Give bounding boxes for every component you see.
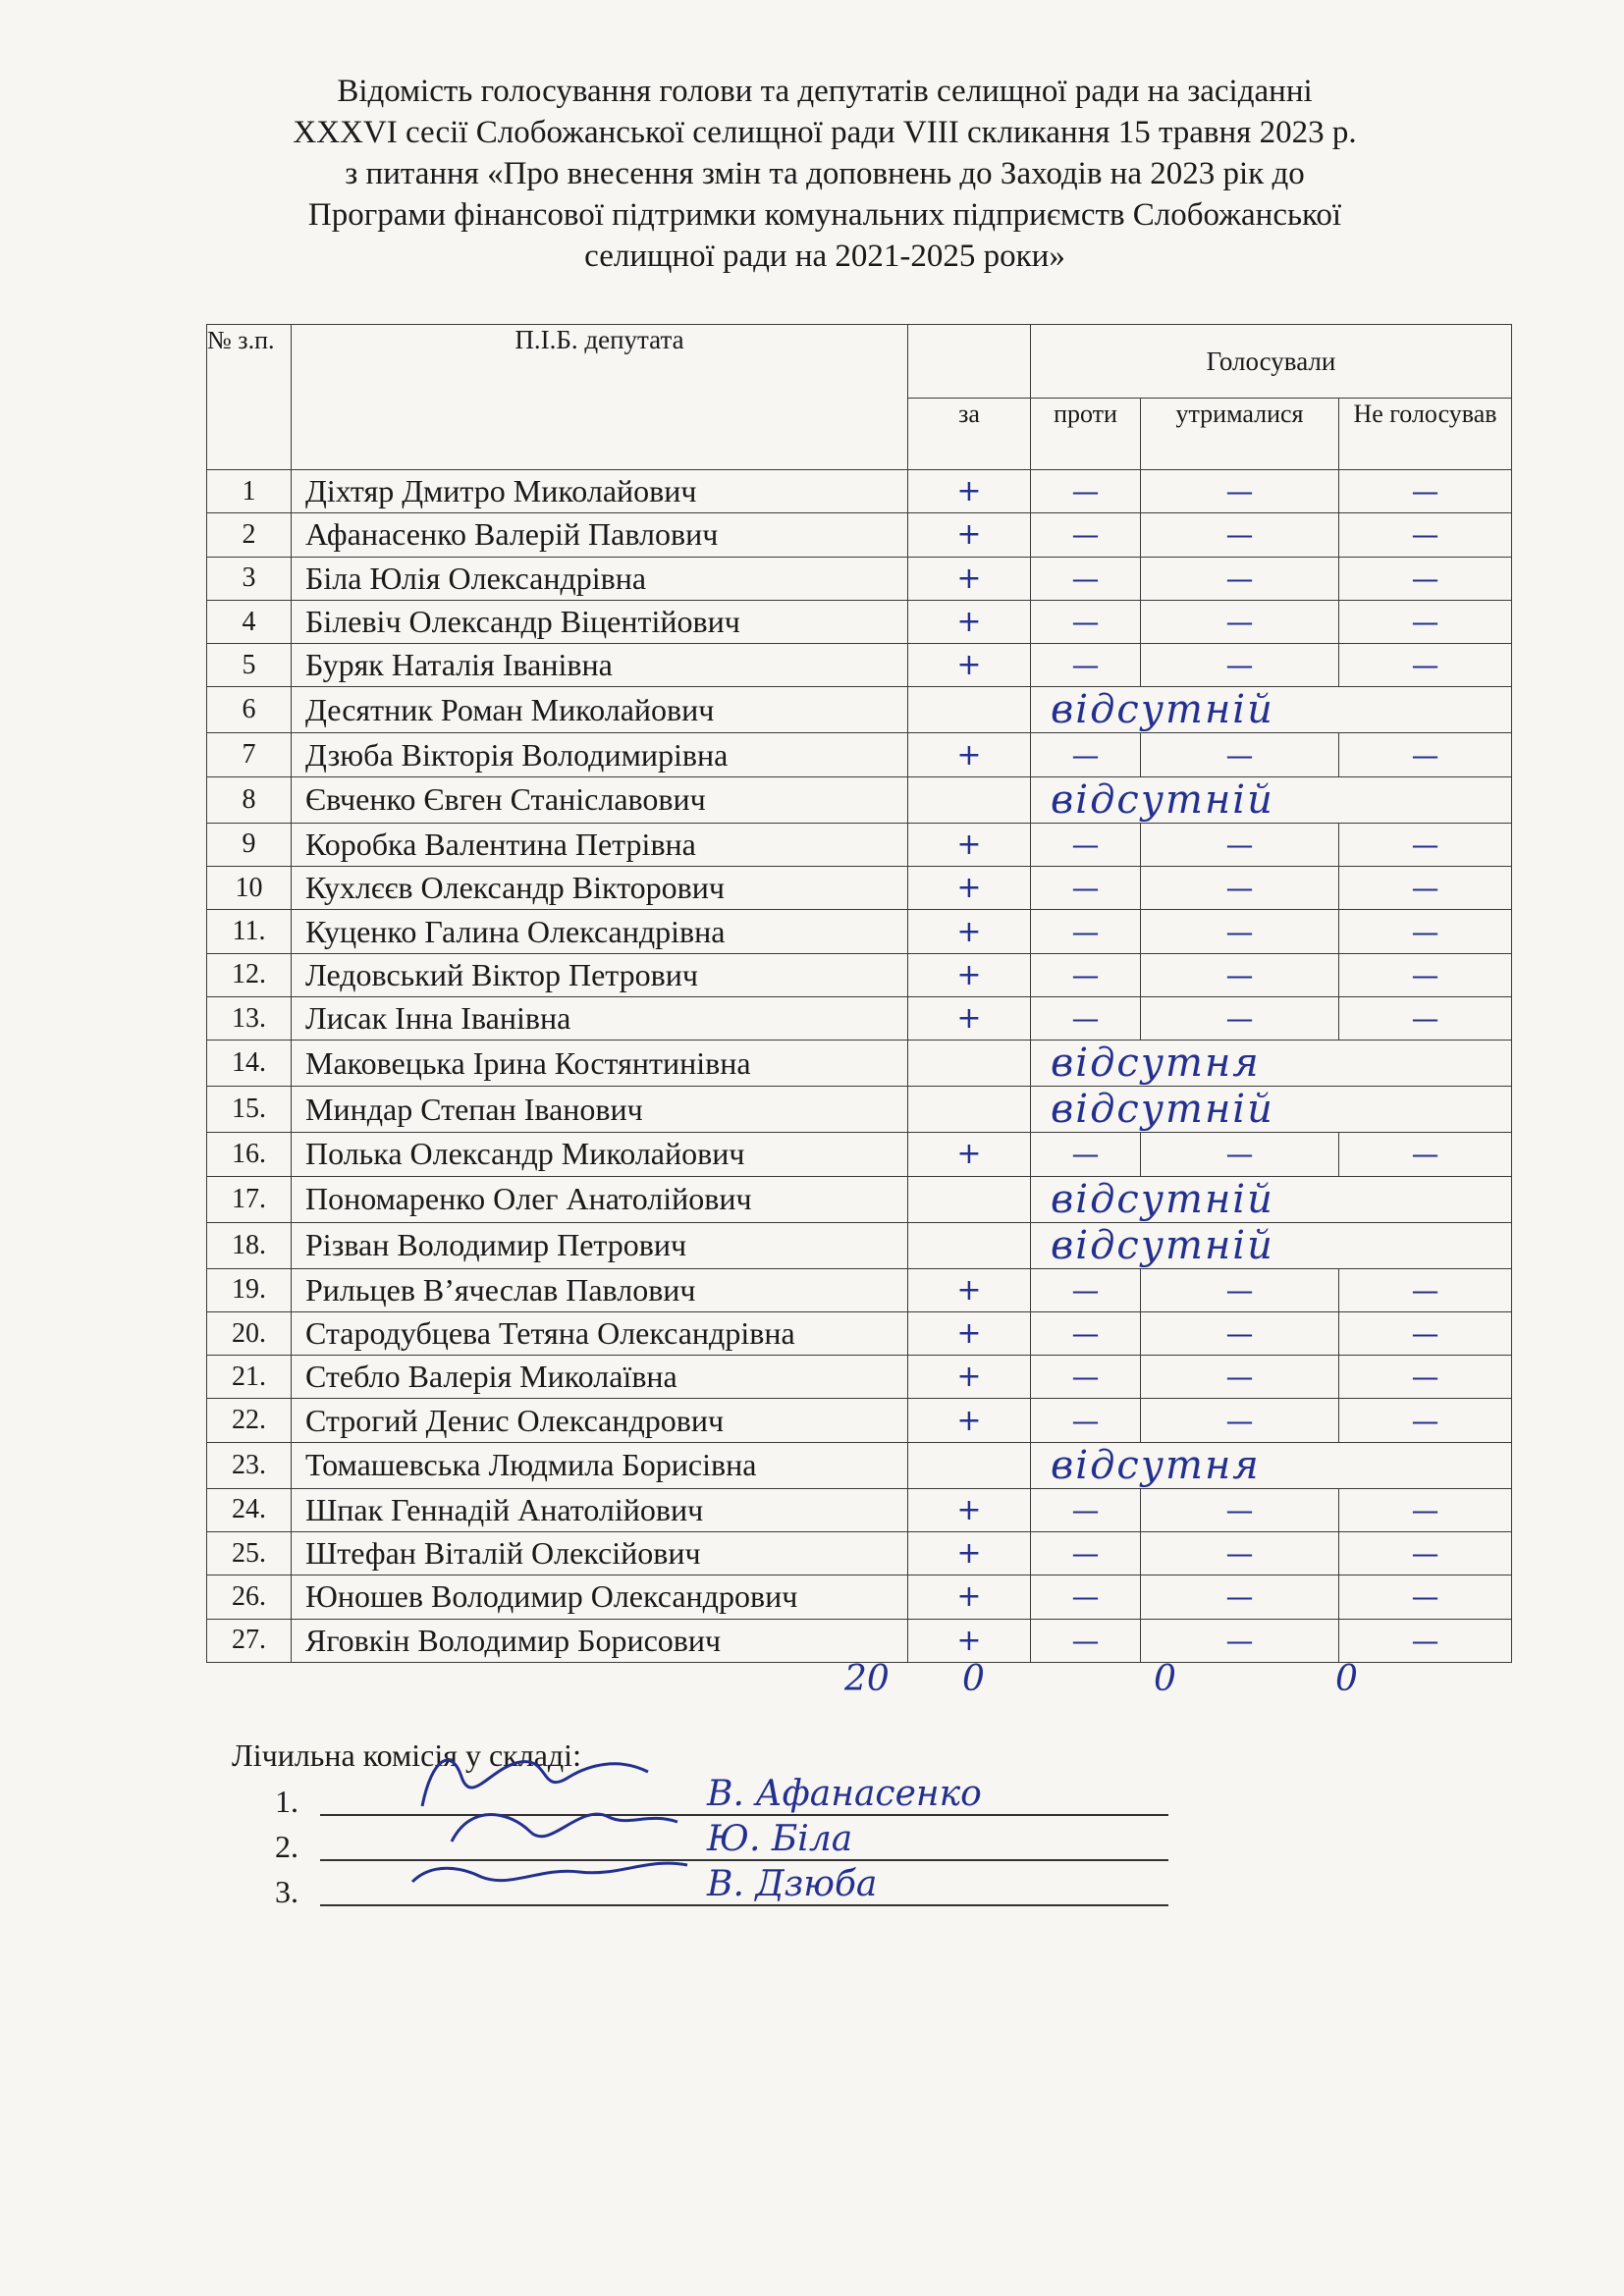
deputy-name: Яговкін Володимир Борисович — [292, 1619, 908, 1662]
vote-abstained-cell: — — [1141, 1133, 1339, 1176]
deputy-name: Куценко Галина Олександрівна — [292, 910, 908, 953]
row-number: 9 — [207, 823, 292, 866]
vote-not-voted-cell: — — [1339, 1356, 1512, 1399]
row-number: 13. — [207, 996, 292, 1040]
table-row — [207, 1268, 1512, 1311]
vote-abstained-cell: — — [1141, 1356, 1339, 1399]
member-index: 1. — [275, 1784, 298, 1819]
absent-note: відсутній — [1031, 687, 1512, 733]
row-number: 26. — [207, 1575, 292, 1619]
deputy-name: Буряк Наталія Іванівна — [292, 644, 908, 687]
vote-for-cell: + — [908, 953, 1031, 996]
vote-against-cell: — — [1031, 600, 1141, 643]
total-for: 20 — [844, 1659, 890, 1699]
vote-for-cell: + — [908, 1575, 1031, 1619]
row-number: 24. — [207, 1488, 292, 1531]
row-number: 2 — [207, 513, 292, 557]
vote-not-voted-cell: — — [1339, 1619, 1512, 1662]
vote-against-cell: — — [1031, 1575, 1141, 1619]
vote-abstained-cell: — — [1141, 557, 1339, 600]
vote-for-cell: + — [908, 600, 1031, 643]
deputy-name: Коробка Валентина Петрівна — [292, 823, 908, 866]
vote-against-cell: — — [1031, 1356, 1141, 1399]
title-line: Програми фінансової підтримки комунальних підприємств Слобожанської — [307, 197, 1342, 233]
header-empty — [908, 325, 1031, 399]
vote-against-cell: — — [1031, 1311, 1141, 1355]
table-row — [207, 1133, 1512, 1176]
vote-abstained-cell: — — [1141, 1488, 1339, 1531]
document-title — [177, 71, 1473, 277]
vote-for-cell — [908, 1442, 1031, 1488]
total-against: 0 — [962, 1659, 985, 1699]
vote-against-cell: — — [1031, 823, 1141, 866]
table-row — [207, 910, 1512, 953]
deputy-name: Десятник Роман Миколайович — [292, 687, 908, 733]
vote-for-cell — [908, 1222, 1031, 1268]
table-row — [207, 1399, 1512, 1442]
commission-label: Лічильна комісія у складі: — [232, 1737, 581, 1773]
vote-for-cell — [908, 687, 1031, 733]
header-against: проти — [1031, 399, 1141, 470]
deputy-name: Євченко Євген Станіславович — [292, 776, 908, 823]
row-number: 11. — [207, 910, 292, 953]
vote-not-voted-cell: — — [1339, 1133, 1512, 1176]
vote-abstained-cell: — — [1141, 513, 1339, 557]
vote-for-cell: + — [908, 1311, 1031, 1355]
member-index: 3. — [275, 1874, 298, 1909]
row-number: 20. — [207, 1311, 292, 1355]
vote-for-cell: + — [908, 910, 1031, 953]
vote-for-cell: + — [908, 867, 1031, 910]
vote-for-cell: + — [908, 1133, 1031, 1176]
deputy-name: Діхтяр Дмитро Миколайович — [292, 470, 908, 513]
row-number: 16. — [207, 1133, 292, 1176]
vote-abstained-cell: — — [1141, 1311, 1339, 1355]
vote-not-voted-cell: — — [1339, 733, 1512, 776]
row-number: 1 — [207, 470, 292, 513]
deputy-name: Кухлєєв Олександр Вікторович — [292, 867, 908, 910]
vote-for-cell: + — [908, 1356, 1031, 1399]
row-number: 18. — [207, 1222, 292, 1268]
member-name: В. Афанасенко — [707, 1774, 982, 1814]
vote-not-voted-cell: — — [1339, 644, 1512, 687]
deputy-name: Маковецька Ірина Костянтинівна — [292, 1041, 908, 1087]
vote-not-voted-cell: — — [1339, 513, 1512, 557]
row-number: 4 — [207, 600, 292, 643]
vote-abstained-cell: — — [1141, 1532, 1339, 1575]
vote-for-cell: + — [908, 644, 1031, 687]
vote-abstained-cell: — — [1141, 867, 1339, 910]
header-number: № з.п. — [207, 325, 292, 470]
total-not-voted: 0 — [1335, 1659, 1358, 1699]
row-number: 19. — [207, 1268, 292, 1311]
deputy-name: Різван Володимир Петрович — [292, 1222, 908, 1268]
voting-table — [206, 324, 1512, 1663]
vote-not-voted-cell: — — [1339, 953, 1512, 996]
member-name: Ю. Біла — [707, 1819, 853, 1859]
row-number: 6 — [207, 687, 292, 733]
deputy-name: Біла Юлія Олександрівна — [292, 557, 908, 600]
header-name: П.І.Б. депутата — [292, 325, 908, 470]
deputy-name: Дзюба Вікторія Володимирівна — [292, 733, 908, 776]
table-row — [207, 1619, 1512, 1662]
absent-note: відсутній — [1031, 1222, 1512, 1268]
row-number: 25. — [207, 1532, 292, 1575]
vote-against-cell: — — [1031, 644, 1141, 687]
table-row — [207, 823, 1512, 866]
absent-note: відсутній — [1031, 1176, 1512, 1222]
vote-abstained-cell: — — [1141, 733, 1339, 776]
absent-note: відсутній — [1031, 1087, 1512, 1133]
table-row — [207, 1311, 1512, 1355]
table-row — [207, 470, 1512, 513]
row-number: 14. — [207, 1041, 292, 1087]
deputy-name: Юношев Володимир Олександрович — [292, 1575, 908, 1619]
vote-for-cell — [908, 776, 1031, 823]
table-row — [207, 1222, 1512, 1268]
vote-for-cell: + — [908, 1488, 1031, 1531]
absent-note: відсутній — [1031, 776, 1512, 823]
vote-not-voted-cell: — — [1339, 867, 1512, 910]
deputy-name: Ледовський Віктор Петрович — [292, 953, 908, 996]
vote-not-voted-cell: — — [1339, 557, 1512, 600]
vote-not-voted-cell: — — [1339, 1268, 1512, 1311]
deputy-name: Стародубцева Тетяна Олександрівна — [292, 1311, 908, 1355]
table-row — [207, 1087, 1512, 1133]
table-row — [207, 1488, 1512, 1531]
vote-not-voted-cell: — — [1339, 1532, 1512, 1575]
deputy-name: Білевіч Олександр Віцентійович — [292, 600, 908, 643]
vote-not-voted-cell: — — [1339, 910, 1512, 953]
member-name: В. Дзюба — [707, 1864, 878, 1904]
table-row — [207, 1041, 1512, 1087]
vote-for-cell: + — [908, 996, 1031, 1040]
vote-against-cell: — — [1031, 1268, 1141, 1311]
vote-for-cell: + — [908, 513, 1031, 557]
table-row — [207, 1356, 1512, 1399]
vote-totals — [206, 1659, 1511, 1714]
vote-not-voted-cell: — — [1339, 823, 1512, 866]
row-number: 5 — [207, 644, 292, 687]
vote-for-cell — [908, 1176, 1031, 1222]
deputy-name: Миндар Степан Іванович — [292, 1087, 908, 1133]
deputy-name: Полька Олександр Миколайович — [292, 1133, 908, 1176]
vote-for-cell: + — [908, 823, 1031, 866]
deputy-name: Строгий Денис Олександрович — [292, 1399, 908, 1442]
row-number: 17. — [207, 1176, 292, 1222]
vote-not-voted-cell: — — [1339, 1399, 1512, 1442]
vote-abstained-cell: — — [1141, 910, 1339, 953]
vote-against-cell: — — [1031, 557, 1141, 600]
vote-for-cell: + — [908, 470, 1031, 513]
deputy-name: Штефан Віталій Олексійович — [292, 1532, 908, 1575]
table-row — [207, 600, 1512, 643]
vote-abstained-cell: — — [1141, 823, 1339, 866]
vote-for-cell — [908, 1087, 1031, 1133]
absent-note: відсутня — [1031, 1041, 1512, 1087]
member-index: 2. — [275, 1829, 298, 1864]
row-number: 10 — [207, 867, 292, 910]
table-row — [207, 733, 1512, 776]
table-row — [207, 776, 1512, 823]
deputy-name: Стебло Валерія Миколаївна — [292, 1356, 908, 1399]
title-line: з питання «Про внесення змін та доповнень до Заходів на 2023 рік до — [345, 156, 1305, 191]
vote-abstained-cell: — — [1141, 470, 1339, 513]
vote-against-cell: — — [1031, 1133, 1141, 1176]
row-number: 21. — [207, 1356, 292, 1399]
total-abstained: 0 — [1154, 1659, 1176, 1699]
vote-abstained-cell: — — [1141, 953, 1339, 996]
row-number: 12. — [207, 953, 292, 996]
vote-against-cell: — — [1031, 513, 1141, 557]
table-row — [207, 557, 1512, 600]
vote-not-voted-cell: — — [1339, 996, 1512, 1040]
vote-against-cell: — — [1031, 1399, 1141, 1442]
header-voted: Голосували — [1031, 325, 1512, 399]
vote-not-voted-cell: — — [1339, 1575, 1512, 1619]
vote-for-cell: + — [908, 1268, 1031, 1311]
title-line: Відомість голосування голови та депутатів селищної ради на засіданні — [337, 74, 1313, 109]
deputy-name: Лисак Інна Іванівна — [292, 996, 908, 1040]
vote-against-cell: — — [1031, 953, 1141, 996]
vote-abstained-cell: — — [1141, 1575, 1339, 1619]
table-row — [207, 513, 1512, 557]
vote-for-cell: + — [908, 1532, 1031, 1575]
deputy-name: Пономаренко Олег Анатолійович — [292, 1176, 908, 1222]
vote-against-cell: — — [1031, 1532, 1141, 1575]
vote-against-cell: — — [1031, 996, 1141, 1040]
vote-for-cell: + — [908, 557, 1031, 600]
row-number: 15. — [207, 1087, 292, 1133]
absent-note: відсутня — [1031, 1442, 1512, 1488]
title-line: селищної ради на 2021-2025 роки» — [584, 239, 1065, 274]
row-number: 27. — [207, 1619, 292, 1662]
vote-for-cell: + — [908, 733, 1031, 776]
row-number: 22. — [207, 1399, 292, 1442]
vote-abstained-cell: — — [1141, 1619, 1339, 1662]
deputy-name: Афанасенко Валерій Павлович — [292, 513, 908, 557]
table-row — [207, 996, 1512, 1040]
row-number: 3 — [207, 557, 292, 600]
table-row — [207, 867, 1512, 910]
header-for: за — [908, 399, 1031, 470]
table-row — [207, 1176, 1512, 1222]
deputy-name: Томашевська Людмила Борисівна — [292, 1442, 908, 1488]
vote-not-voted-cell: — — [1339, 600, 1512, 643]
deputy-name: Рильцев В’ячеслав Павлович — [292, 1268, 908, 1311]
row-number: 7 — [207, 733, 292, 776]
vote-for-cell — [908, 1041, 1031, 1087]
title-line: XXXVI сесії Слобожанської селищної ради VIII скликання 15 травня 2023 р. — [293, 115, 1357, 150]
vote-against-cell: — — [1031, 733, 1141, 776]
table-row — [207, 1442, 1512, 1488]
vote-not-voted-cell: — — [1339, 470, 1512, 513]
vote-abstained-cell: — — [1141, 996, 1339, 1040]
header-not-voted: Не голосував — [1339, 399, 1512, 470]
deputy-name: Шпак Геннадій Анатолійович — [292, 1488, 908, 1531]
vote-against-cell: — — [1031, 910, 1141, 953]
vote-against-cell: — — [1031, 1488, 1141, 1531]
vote-for-cell: + — [908, 1399, 1031, 1442]
vote-against-cell: — — [1031, 867, 1141, 910]
vote-against-cell: — — [1031, 470, 1141, 513]
table-row — [207, 687, 1512, 733]
vote-abstained-cell: — — [1141, 644, 1339, 687]
table-row — [207, 1532, 1512, 1575]
table-row — [207, 1575, 1512, 1619]
vote-abstained-cell: — — [1141, 600, 1339, 643]
table-row — [207, 644, 1512, 687]
vote-not-voted-cell: — — [1339, 1488, 1512, 1531]
row-number: 8 — [207, 776, 292, 823]
table-row — [207, 953, 1512, 996]
vote-for-cell: + — [908, 1619, 1031, 1662]
vote-abstained-cell: — — [1141, 1268, 1339, 1311]
header-abstained: утрималися — [1141, 399, 1339, 470]
commission-member — [275, 1864, 1168, 1910]
vote-abstained-cell: — — [1141, 1399, 1339, 1442]
row-number: 23. — [207, 1442, 292, 1488]
vote-against-cell: — — [1031, 1619, 1141, 1662]
vote-not-voted-cell: — — [1339, 1311, 1512, 1355]
